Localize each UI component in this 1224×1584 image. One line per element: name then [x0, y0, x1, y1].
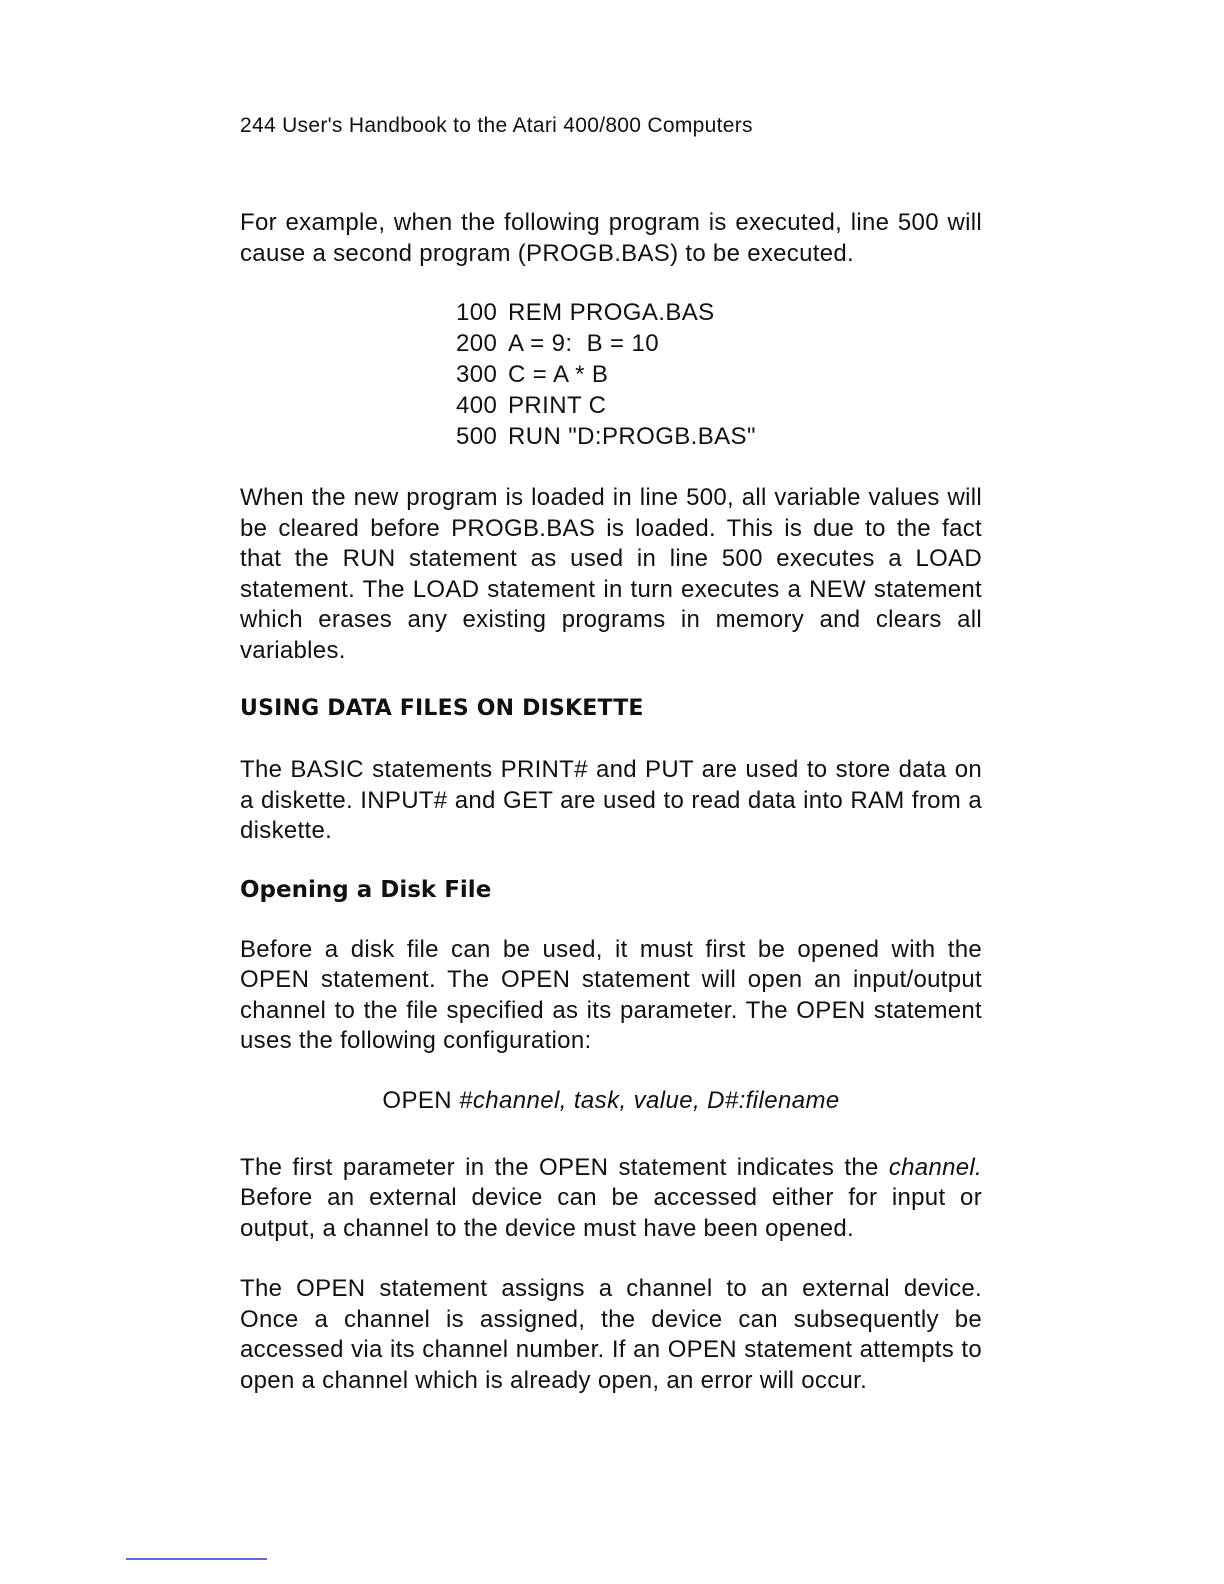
- syntax-params: #channel, task, value, D#:filename: [459, 1086, 840, 1114]
- code-line: [456, 328, 982, 359]
- footer-rule: [126, 1558, 267, 1560]
- intro-paragraph: For example, when the following program is executed, line 500 will cause a second program (PROGB.BAS) to be executed.: [240, 209, 982, 267]
- code-text: REM PROGA.BAS: [508, 299, 715, 326]
- line-number: 500: [456, 423, 498, 450]
- code-line: [456, 359, 982, 390]
- line-number: 400: [456, 392, 498, 419]
- section-heading: USING DATA FILES ON DISKETTE: [240, 696, 644, 721]
- opening-paragraph: Before a disk file can be used, it must first be opened with the OPEN statement. The OPEN statement will open an input/output channel to the file specified as its parameter. The OPEN statement uses the following configuration:: [240, 935, 982, 1054]
- line-number: 100: [456, 299, 498, 326]
- line-number: 200: [456, 330, 498, 357]
- open-syntax: [240, 1087, 982, 1115]
- code-listing: [456, 297, 982, 452]
- line-number: 300: [456, 361, 498, 388]
- channel-term: channel.: [888, 1153, 982, 1181]
- code-text: A = 9: B = 10: [508, 330, 660, 357]
- code-text: C = A * B: [508, 361, 609, 388]
- running-head: 244 User's Handbook to the Atari 400/800 Computers: [240, 114, 753, 137]
- syntax-keyword: OPEN: [382, 1086, 453, 1114]
- code-line: [456, 421, 982, 452]
- code-text: PRINT C: [508, 392, 607, 419]
- load-explanation-paragraph: When the new program is loaded in line 500, all variable values will be cleared before PROGB.BAS is loaded. This is due to the fact that the RUN statement as used in line 500 executes a LOAD statement. The LOAD statement in turn executes a NEW statement which erases any existing programs in memory and clears all variables.: [240, 484, 982, 664]
- page: [240, 114, 982, 1426]
- first-parameter-rest: Before an external device can be accessed either for input or output, a channel to the device must have been opened.: [240, 1184, 982, 1242]
- first-parameter-paragraph: [240, 1153, 982, 1245]
- code-text: RUN "D:PROGB.BAS": [508, 423, 756, 450]
- subsection-heading: Opening a Disk File: [240, 876, 492, 903]
- assigns-paragraph: The OPEN statement assigns a channel to an external device. Once a channel is assigned, the device can subsequently be accessed via its channel number. If an OPEN statement attempts to open a channel which is already open, an error will occur.: [240, 1275, 982, 1394]
- data-files-paragraph: The BASIC statements PRINT# and PUT are used to store data on a diskette. INPUT# and GET are used to read data into RAM from a diskette.: [240, 756, 982, 844]
- code-line: [456, 297, 982, 328]
- code-line: [456, 390, 982, 421]
- first-parameter-prefix: The first parameter in the OPEN statement indicates the: [240, 1153, 889, 1181]
